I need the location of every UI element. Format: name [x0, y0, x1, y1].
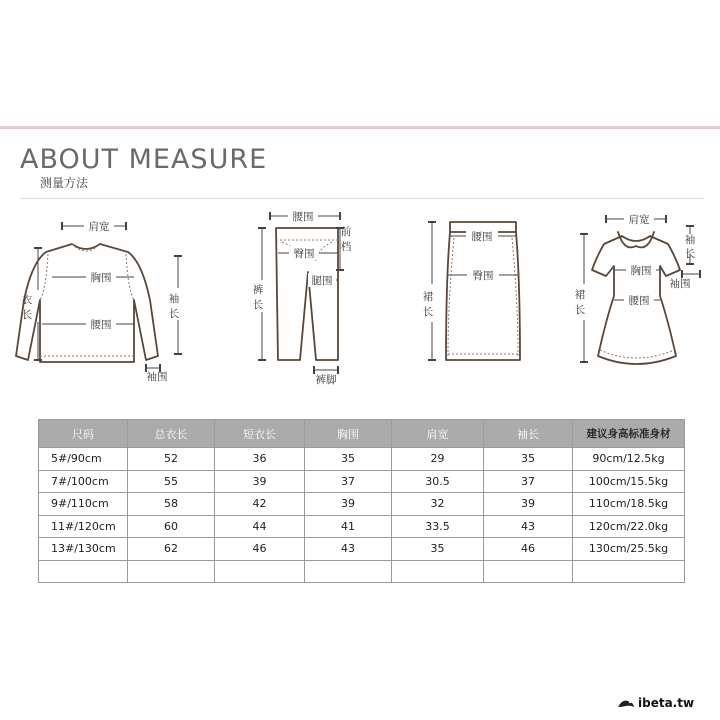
- table-cell: 5#/90cm: [39, 448, 128, 471]
- watermark-text: ibeta.tw: [638, 696, 695, 710]
- skirt-hip-label: 臀围: [472, 270, 494, 282]
- top-chest-label: 胸围: [90, 272, 112, 284]
- table-cell: 37: [305, 470, 392, 493]
- pants-hip-label: 臀围: [293, 248, 315, 260]
- pants-diagram: [253, 209, 352, 386]
- page-subtitle: 测量方法: [40, 176, 89, 190]
- dress-sleeve-label-1: 袖: [684, 234, 696, 246]
- dress-waist-label: 腰围: [628, 295, 650, 307]
- top-length-label-1: 衣: [21, 294, 33, 306]
- table-header-row: [39, 420, 685, 448]
- top-sleeve-label-1: 袖: [168, 293, 180, 305]
- shirt-outline-icon: [16, 244, 158, 362]
- table-cell: 11#/120cm: [39, 515, 128, 538]
- table-cell: 55: [128, 470, 215, 493]
- skirt-length-label-1: 裙: [422, 291, 434, 303]
- table-cell: [484, 560, 573, 583]
- table-cell: 120cm/22.0kg: [573, 515, 685, 538]
- table-cell: 46: [484, 538, 573, 561]
- pants-length-label-1: 裤: [252, 284, 264, 296]
- table-cell: 32: [392, 493, 484, 516]
- top-sleeve-label-2: 长: [168, 308, 180, 320]
- pants-rise-label-1: 前: [340, 226, 352, 238]
- header-sleeve: 袖长: [484, 420, 573, 448]
- skirt-length-label-2: 长: [422, 306, 434, 318]
- table-cell: 60: [128, 515, 215, 538]
- page-title: ABOUT MEASURE: [20, 144, 268, 175]
- table-cell: 30.5: [392, 470, 484, 493]
- table-cell: 33.5: [392, 515, 484, 538]
- table-row: [39, 538, 685, 561]
- table-cell: 39: [484, 493, 573, 516]
- measurement-diagrams: [0, 200, 720, 400]
- table-row: [39, 515, 685, 538]
- table-cell: 37: [484, 470, 573, 493]
- table-cell: 44: [215, 515, 305, 538]
- pants-rise-label-2: 档: [340, 241, 352, 253]
- table-cell: 42: [215, 493, 305, 516]
- table-cell: 43: [305, 538, 392, 561]
- header-size: 尺码: [39, 420, 128, 448]
- table-cell: 7#/100cm: [39, 470, 128, 493]
- header-recommended-height: 建议身高标准身材: [573, 420, 685, 448]
- table-cell: 39: [305, 493, 392, 516]
- table-cell: 35: [305, 448, 392, 471]
- skirt-diagram: [423, 222, 520, 360]
- table-cell: 110cm/18.5kg: [573, 493, 685, 516]
- header-shoulder: 肩宽: [392, 420, 484, 448]
- dress-length-label-2: 长: [574, 304, 586, 316]
- watermark: [616, 692, 716, 714]
- top-length-label-2: 长: [21, 309, 33, 321]
- dress-cuff-label: 袖围: [669, 278, 691, 290]
- dress-length-label-1: 裙: [574, 289, 586, 301]
- table-cell: 41: [305, 515, 392, 538]
- dress-sleeve-label-2: 长: [684, 248, 696, 260]
- table-row-empty: [39, 560, 685, 583]
- table-cell: 29: [392, 448, 484, 471]
- table-cell: 46: [215, 538, 305, 561]
- top-cuff-label: 袖围: [146, 371, 168, 383]
- dress-shoulder-label: 肩宽: [628, 214, 650, 226]
- top-divider: [0, 126, 720, 129]
- table-cell: [39, 560, 128, 583]
- pants-thigh-label: 腿围: [311, 275, 333, 287]
- top-waist-label: 腰围: [90, 319, 112, 331]
- table-cell: 130cm/25.5kg: [573, 538, 685, 561]
- header-short-length: 短衣长: [215, 420, 305, 448]
- top-diagram: [16, 219, 180, 383]
- dress-diagram: [575, 212, 700, 364]
- skirt-waist-label: 腰围: [471, 231, 493, 243]
- table-cell: 9#/110cm: [39, 493, 128, 516]
- table-cell: 58: [128, 493, 215, 516]
- table-cell: [305, 560, 392, 583]
- table-cell: [128, 560, 215, 583]
- table-cell: [392, 560, 484, 583]
- ibeta-logo-icon: [616, 697, 636, 711]
- table-cell: [573, 560, 685, 583]
- dress-chest-label: 胸围: [630, 265, 652, 277]
- pants-waist-label: 腰围: [292, 211, 314, 223]
- table-cell: [215, 560, 305, 583]
- pants-length-label-2: 长: [252, 299, 264, 311]
- table-cell: 13#/130cm: [39, 538, 128, 561]
- size-chart-table: [38, 419, 685, 583]
- table-cell: 52: [128, 448, 215, 471]
- table-cell: 39: [215, 470, 305, 493]
- table-cell: 36: [215, 448, 305, 471]
- title-divider: [20, 198, 704, 199]
- top-shoulder-label: 肩宽: [88, 221, 110, 233]
- table-cell: 35: [484, 448, 573, 471]
- header-chest: 胸围: [305, 420, 392, 448]
- table-cell: 43: [484, 515, 573, 538]
- table-row: [39, 493, 685, 516]
- table-cell: 35: [392, 538, 484, 561]
- table-cell: 62: [128, 538, 215, 561]
- header-total-length: 总衣长: [128, 420, 215, 448]
- table-row: [39, 448, 685, 471]
- table-cell: 90cm/12.5kg: [573, 448, 685, 471]
- pants-hem-label: 裤脚: [315, 374, 337, 386]
- table-row: [39, 470, 685, 493]
- table-cell: 100cm/15.5kg: [573, 470, 685, 493]
